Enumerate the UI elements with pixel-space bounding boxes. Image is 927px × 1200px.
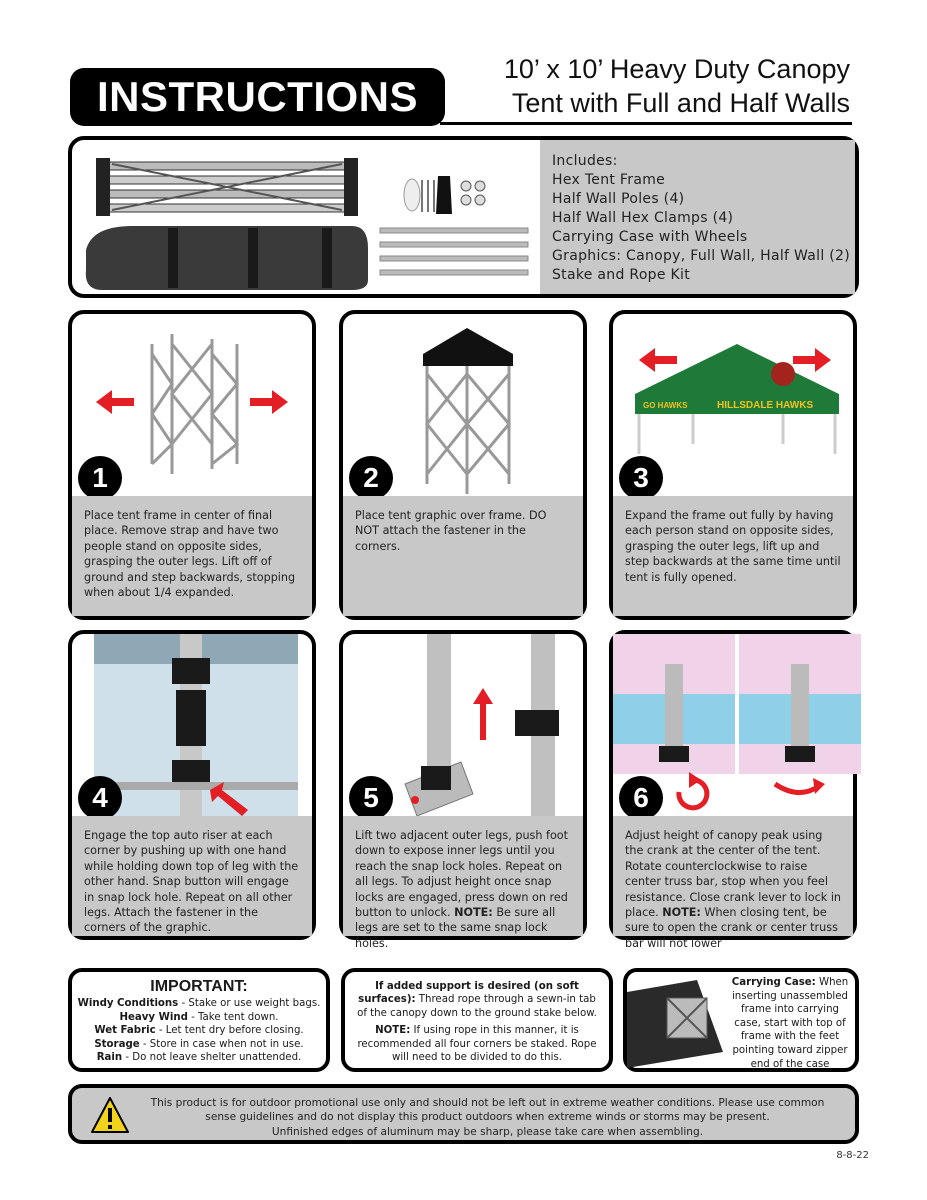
kit-contents-illustration	[72, 140, 540, 294]
step-number: 1	[78, 456, 122, 500]
folded-frame-image	[96, 158, 358, 216]
step-number: 6	[619, 776, 663, 820]
step-5-panel	[339, 630, 587, 950]
step-6-text: Adjust height of canopy peak using the crank at the center of the tent. Rotate counterclockwise to raise center truss bar, stop when you feel resistance. Close crank lever to lock in place. NOTE: When closing tent, be sure to open the crank or center truss bar will not lower	[625, 829, 842, 950]
frame-with-graphic-image	[423, 328, 513, 494]
carrying-case-text: Carrying Case: When inserting unassembled frame into carrying case, start with top of frame with the feet pointing toward zipper end of the case	[731, 977, 849, 1070]
red-arrow-left-icon	[639, 348, 677, 372]
important-line: Wet Fabric - Let tent dry before closing.	[94, 1025, 304, 1037]
auto-riser-closeup-image	[94, 634, 298, 824]
carrying-bag-image	[86, 226, 368, 290]
important-title: IMPORTANT:	[150, 978, 248, 995]
red-arrow-right-icon	[793, 348, 831, 372]
step-3-panel	[609, 310, 857, 620]
red-arrow-right-icon	[250, 390, 288, 414]
step-1-panel	[68, 310, 316, 620]
includes-heading: Includes:	[552, 153, 618, 169]
red-arrow-left-icon	[96, 390, 134, 414]
crank-closeup-right-image	[739, 634, 861, 774]
includes-item: Hex Tent Frame	[552, 172, 666, 188]
crank-closeup-left-image	[613, 634, 735, 774]
header-rule	[440, 122, 852, 125]
important-line: Storage - Store in case when not in use.	[94, 1038, 304, 1050]
step-number: 5	[349, 776, 393, 820]
step-number: 3	[619, 456, 663, 500]
important-box	[68, 968, 330, 1072]
note-label: NOTE:	[454, 906, 493, 920]
step-5-text: Lift two adjacent outer legs, push foot down to expose inner legs until you reach the snap lock holes. Repeat on all legs. To adjust height once snap locks are engaged, press down on red button to unlock. NOTE: Be sure all legs are set to the same snap lock holes.	[355, 829, 569, 950]
note-label: NOTE:	[662, 906, 701, 920]
step-1-text: Place tent frame in center of final place. Remove strap and have two people stand on opposite sides, grasping the outer legs. Lift off of ground and step backwards, stopping when about 1/4 expanded.	[84, 509, 296, 600]
note-label: NOTE:	[375, 1025, 411, 1037]
step-4-panel	[68, 630, 316, 940]
step-4-text: Engage the top auto riser at each corner by pushing up with one hand while holding down top of leg with the other hand. Snap button will engage in snap lock hole. Repeat on all other legs. Attach the fastener in the corners of the graphic.	[84, 829, 299, 935]
canopy-main-label: HILLSDALE HAWKS	[717, 400, 814, 411]
warning-icon	[90, 1096, 130, 1134]
step-3-text: Expand the frame out fully by having each person stand on opposite sides, grasping the outer legs, lift up and step backwards at the same time until tent is fully opened.	[625, 509, 841, 584]
includes-item: Carrying Case with Wheels	[552, 229, 748, 245]
red-arrow-up-icon	[473, 688, 493, 740]
instructions-badge: INSTRUCTIONS	[70, 68, 445, 126]
collapsed-frame-image	[152, 334, 237, 474]
includes-item: Half Wall Hex Clamps (4)	[552, 210, 734, 226]
includes-item: Graphics: Canopy, Full Wall, Half Wall (2)	[552, 248, 851, 264]
includes-item: Stake and Rope Kit	[552, 267, 690, 283]
warning-text: This product is for outdoor promotional use only and should not be left out in extreme weather conditions. Please use common sense guidelines and do not display this product outdoors when extreme winds or storms may be present. Unfinished edges of aluminum may be sharp, please take care when assembling.	[150, 1097, 825, 1138]
canopy-left-label: GO HAWKS	[643, 401, 688, 410]
important-list	[72, 997, 326, 1065]
includes-list	[540, 140, 855, 294]
title-line-2: Tent with Full and Half Walls	[511, 88, 850, 118]
carrying-case-box	[623, 968, 859, 1072]
important-line: Windy Conditions - Stake or use weight bags.	[77, 998, 321, 1009]
step-number: 2	[349, 456, 393, 500]
support-text: If added support is desired (on soft surfaces): Thread rope through a sewn-in tab of the canopy down to the ground stake below. NOTE: If using rope in this manner, it is recommended all four corners be staked. Rope will need to be divided to do this.	[357, 981, 597, 1064]
step-2-text: Place tent graphic over frame. DO NOT attach the fastener in the corners.	[355, 509, 547, 553]
revision-date: 8-8-22	[836, 1150, 869, 1161]
page-title	[455, 52, 850, 120]
includes-item: Half Wall Poles (4)	[552, 191, 685, 207]
stake-rope-kit-image	[404, 176, 485, 214]
important-line: Heavy Wind - Take tent down.	[119, 1011, 279, 1023]
rotate-counterclockwise-icon	[679, 772, 707, 808]
lever-close-arrow-icon	[775, 778, 825, 794]
carrying-case-illustration	[627, 972, 727, 1068]
step-2-panel	[339, 310, 587, 620]
important-line: Rain - Do not leave shelter unattended.	[96, 1052, 302, 1064]
step-6-panel	[609, 630, 857, 950]
includes-box	[68, 136, 859, 298]
step-number: 4	[78, 776, 122, 820]
carrying-case-label: Carrying Case:	[731, 977, 816, 988]
support-box	[341, 968, 613, 1072]
case-with-frame-image	[627, 980, 723, 1068]
half-wall-poles-image	[380, 228, 528, 275]
title-line-1: 10’ x 10’ Heavy Duty Canopy	[503, 54, 850, 84]
support-heading: If added support is desired (on soft surfaces):	[358, 981, 579, 1006]
warning-footer	[68, 1084, 859, 1144]
